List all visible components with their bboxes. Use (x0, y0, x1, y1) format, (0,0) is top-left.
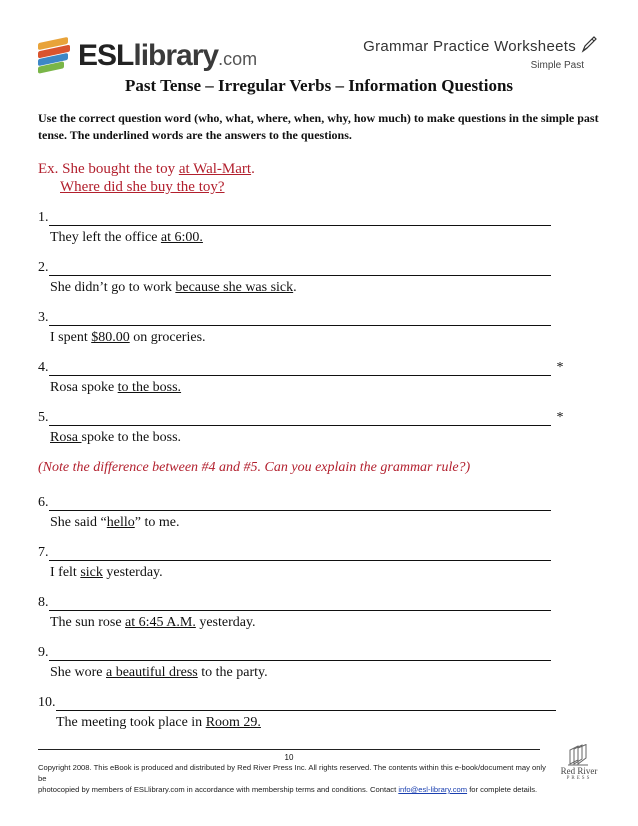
answer-statement: Rosa spoke to the boss. (50, 430, 182, 445)
instructions: Use the correct question word (who, what, where, when, why, how much) to make questions in the simple past tense. The underlined words are the answers to the questions. (38, 111, 599, 142)
question-item (38, 644, 618, 681)
answer-statement: The meeting took place in Room 29. (56, 715, 261, 730)
answer-line[interactable] (49, 496, 551, 511)
answer-statement: I felt sick yesterday. (50, 565, 163, 580)
question-item (38, 544, 618, 581)
item-number: 7. (38, 545, 49, 560)
answer-statement: She wore a beautiful dress to the party. (50, 665, 268, 680)
esl-library-logo (38, 36, 258, 76)
item-number: 8. (38, 595, 49, 610)
answer-line[interactable] (56, 696, 556, 711)
item-number: 4. (38, 360, 49, 375)
item-number: 3. (38, 310, 49, 325)
publisher-name: Red River (560, 766, 598, 776)
answer-line[interactable] (49, 546, 551, 561)
item-number: 9. (38, 645, 49, 660)
pencil-icon (580, 34, 598, 54)
answer-line[interactable] (49, 411, 551, 426)
asterisk: * (556, 410, 564, 425)
item-number: 2. (38, 260, 49, 275)
answer-statement: She said “hello” to me. (50, 515, 180, 530)
series-title: Grammar Practice Worksheets (363, 38, 576, 55)
example-sentence: Ex. She bought the toy at Wal-Mart. (38, 161, 255, 177)
example (38, 160, 255, 196)
contact-email-link[interactable]: info@esl-library.com (398, 785, 468, 794)
book-pages-icon (566, 744, 592, 766)
copyright-notice: Copyright 2008. This eBook is produced and distributed by Red River Press Inc. All rights reserved. The contents within this e-book/document may only be photocopied by members of ESLlibrary.com in accordance with membership terms and conditions. Contact info@esl-library.com for complete details. (38, 763, 546, 794)
red-river-press-logo (552, 744, 606, 784)
question-item (38, 594, 618, 631)
answer-statement: I spent $80.00 on groceries. (50, 330, 206, 345)
logo-wordmark: ESLlibrary.com (78, 39, 258, 72)
example-answer: Where did she buy the toy? (60, 179, 225, 195)
answer-line[interactable] (49, 646, 551, 661)
answer-statement: The sun rose at 6:45 A.M. yesterday. (50, 615, 256, 630)
page-number: 10 (284, 753, 294, 762)
question-item (38, 409, 618, 446)
answer-line[interactable] (49, 261, 551, 276)
answer-line[interactable] (49, 211, 551, 226)
item-number: 6. (38, 495, 49, 510)
question-item (38, 309, 618, 346)
worksheet-subtitle: Simple Past (530, 60, 584, 71)
question-item (38, 359, 618, 396)
item-number: 10. (38, 695, 56, 710)
grammar-note: (Note the difference between #4 and #5. Can you explain the grammar rule?) (38, 460, 471, 475)
answer-statement: She didn’t go to work because she was sick. (50, 280, 297, 295)
answer-statement: Rosa spoke to the boss. (50, 380, 182, 395)
page-title: Past Tense – Irregular Verbs – Information Questions (124, 76, 514, 95)
question-item (38, 494, 618, 531)
logo-stripes-icon (38, 38, 72, 72)
question-item (38, 209, 618, 246)
answer-statement: They left the office at 6:00. (50, 230, 203, 245)
answer-line[interactable] (49, 361, 551, 376)
answer-line[interactable] (49, 311, 551, 326)
publisher-subtitle: PRESS (566, 776, 592, 781)
item-number: 1. (38, 210, 49, 225)
answer-line[interactable] (49, 596, 551, 611)
question-item (38, 259, 618, 296)
footer-divider (38, 749, 540, 750)
item-number: 5. (38, 410, 49, 425)
question-item (38, 694, 618, 731)
asterisk: * (556, 360, 564, 375)
